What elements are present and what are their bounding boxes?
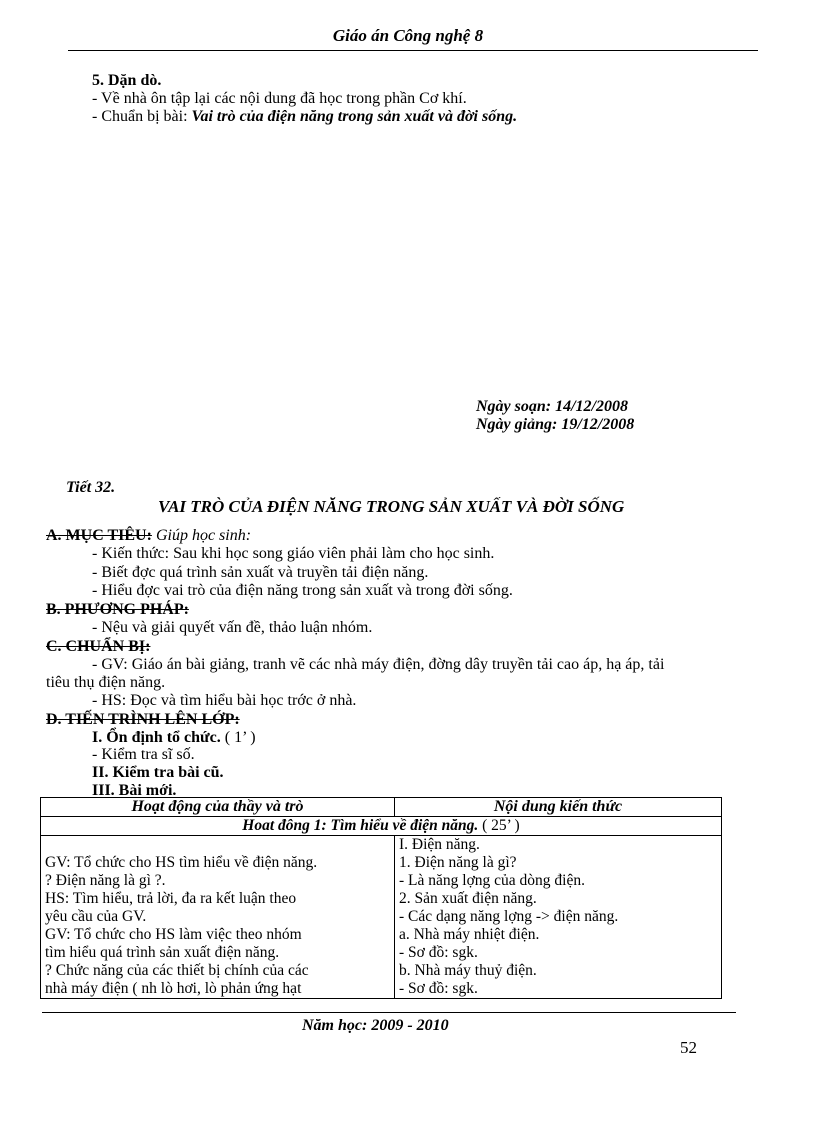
preparation-gv-line-1: - GV: Giáo án bài giảng, tranh vẽ các nhà máy điện, đờng dây truyền tải cao áp, hạ áp, tải bbox=[92, 656, 665, 673]
objective-item-3: - Hiểu đợc vai trò của điện năng trong sản xuất và trong đời sống. bbox=[92, 582, 513, 599]
procedure-step-1-item: - Kiểm tra sĩ số. bbox=[92, 746, 195, 763]
col-header-activities: Hoạt động của thầy và trò bbox=[41, 798, 395, 817]
activity-line: GV: Tổ chức cho HS làm việc theo nhóm bbox=[45, 926, 302, 943]
procedure-step-1: I. Ổn định tổ chức. ( 1’ ) bbox=[92, 729, 256, 746]
prev-section-line-2: - Chuẩn bị bài: Vai trò của điện năng trong sản xuất và đời sống. bbox=[92, 108, 518, 125]
date-prepared: Ngày soạn: 14/12/2008 bbox=[476, 398, 628, 415]
table-header-row bbox=[41, 798, 722, 817]
objective-item-2: - Biết đợc quá trình sản xuất và truyền tải điện năng. bbox=[92, 564, 429, 581]
activity-title-row bbox=[41, 817, 722, 836]
content-line: - Các dạng năng lợng -> điện năng. bbox=[399, 908, 619, 925]
preparation-gv-line-2: tiêu thụ điện năng. bbox=[46, 674, 166, 691]
school-year: Năm học: 2009 - 2010 bbox=[302, 1017, 449, 1034]
page-number: 52 bbox=[680, 1038, 697, 1057]
content-line: - Sơ đồ: sgk. bbox=[399, 980, 478, 997]
content-line: 2. Sản xuất điện năng. bbox=[399, 890, 537, 907]
lesson-title: VAI TRÒ CỦA ĐIỆN NĂNG TRONG SẢN XUẤT VÀ ĐỜI SỐNG bbox=[158, 497, 625, 516]
activity-line: tìm hiểu quá trình sản xuất điện năng. bbox=[45, 944, 280, 961]
content-line: b. Nhà máy thuỷ điện. bbox=[399, 962, 537, 979]
preparation-heading: C. CHUẨN BỊ: bbox=[46, 638, 151, 655]
content-line: I. Điện năng. bbox=[399, 836, 480, 853]
activity-line: ? Điện năng là gì ?. bbox=[45, 872, 166, 889]
prev-section-line-1: - Về nhà ôn tập lại các nội dung đã học trong phần Cơ khí. bbox=[92, 90, 467, 107]
footer-divider bbox=[42, 1012, 736, 1013]
activity-title: Hoat đông 1: Tìm hiểu về điện năng. ( 25’ ) bbox=[41, 817, 722, 836]
content-line: - Sơ đồ: sgk. bbox=[399, 944, 478, 961]
lesson-table bbox=[40, 797, 722, 999]
procedure-step-3: III. Bài mới. bbox=[92, 782, 177, 799]
method-heading: B. PHƯƠNG PHÁP: bbox=[46, 601, 189, 618]
activity-line bbox=[45, 836, 390, 854]
activity-line: ? Chức năng của các thiết bị chính của các bbox=[45, 962, 309, 979]
activity-line: GV: Tổ chức cho HS tìm hiểu về điện năng. bbox=[45, 854, 318, 871]
procedure-heading: D. TIẾN TRÌNH LÊN LỚP: bbox=[46, 711, 240, 728]
objectives-heading: A. MỤC TIÊU: Giúp học sinh: bbox=[46, 527, 252, 544]
date-taught: Ngày giảng: 19/12/2008 bbox=[476, 416, 635, 433]
content-line: a. Nhà máy nhiệt điện. bbox=[399, 926, 540, 943]
table-row bbox=[41, 836, 722, 999]
content-line: 1. Điện năng là gì? bbox=[399, 854, 517, 871]
lesson-number: Tiết 32. bbox=[66, 479, 116, 496]
activity-line: nhà máy điện ( nh lò hơi, lò phản ứng hạt bbox=[45, 980, 302, 997]
header-divider bbox=[68, 50, 758, 51]
preparation-hs: - HS: Đọc và tìm hiểu bài học trớc ở nhà. bbox=[92, 692, 357, 709]
objective-item-1: - Kiến thức: Sau khi học song giáo viên phải làm cho học sinh. bbox=[92, 545, 495, 562]
activity-line: yêu cầu của GV. bbox=[45, 908, 147, 925]
procedure-step-2: II. Kiểm tra bài cũ. bbox=[92, 764, 224, 781]
activity-line: HS: Tìm hiểu, trả lời, đa ra kết luận theo bbox=[45, 890, 297, 907]
activity-cell-content bbox=[395, 836, 722, 999]
activity-cell-teacher-student bbox=[41, 836, 395, 999]
col-header-content: Nội dung kiến thức bbox=[395, 798, 722, 817]
content-line: - Là năng lợng của dòng điện. bbox=[399, 872, 585, 889]
method-item: - Nệu và giải quyết vấn đề, thảo luận nhóm. bbox=[92, 619, 373, 636]
prev-section-heading: 5. Dặn dò. bbox=[92, 72, 162, 89]
page-header-title: Giáo án Công nghệ 8 bbox=[332, 26, 484, 45]
